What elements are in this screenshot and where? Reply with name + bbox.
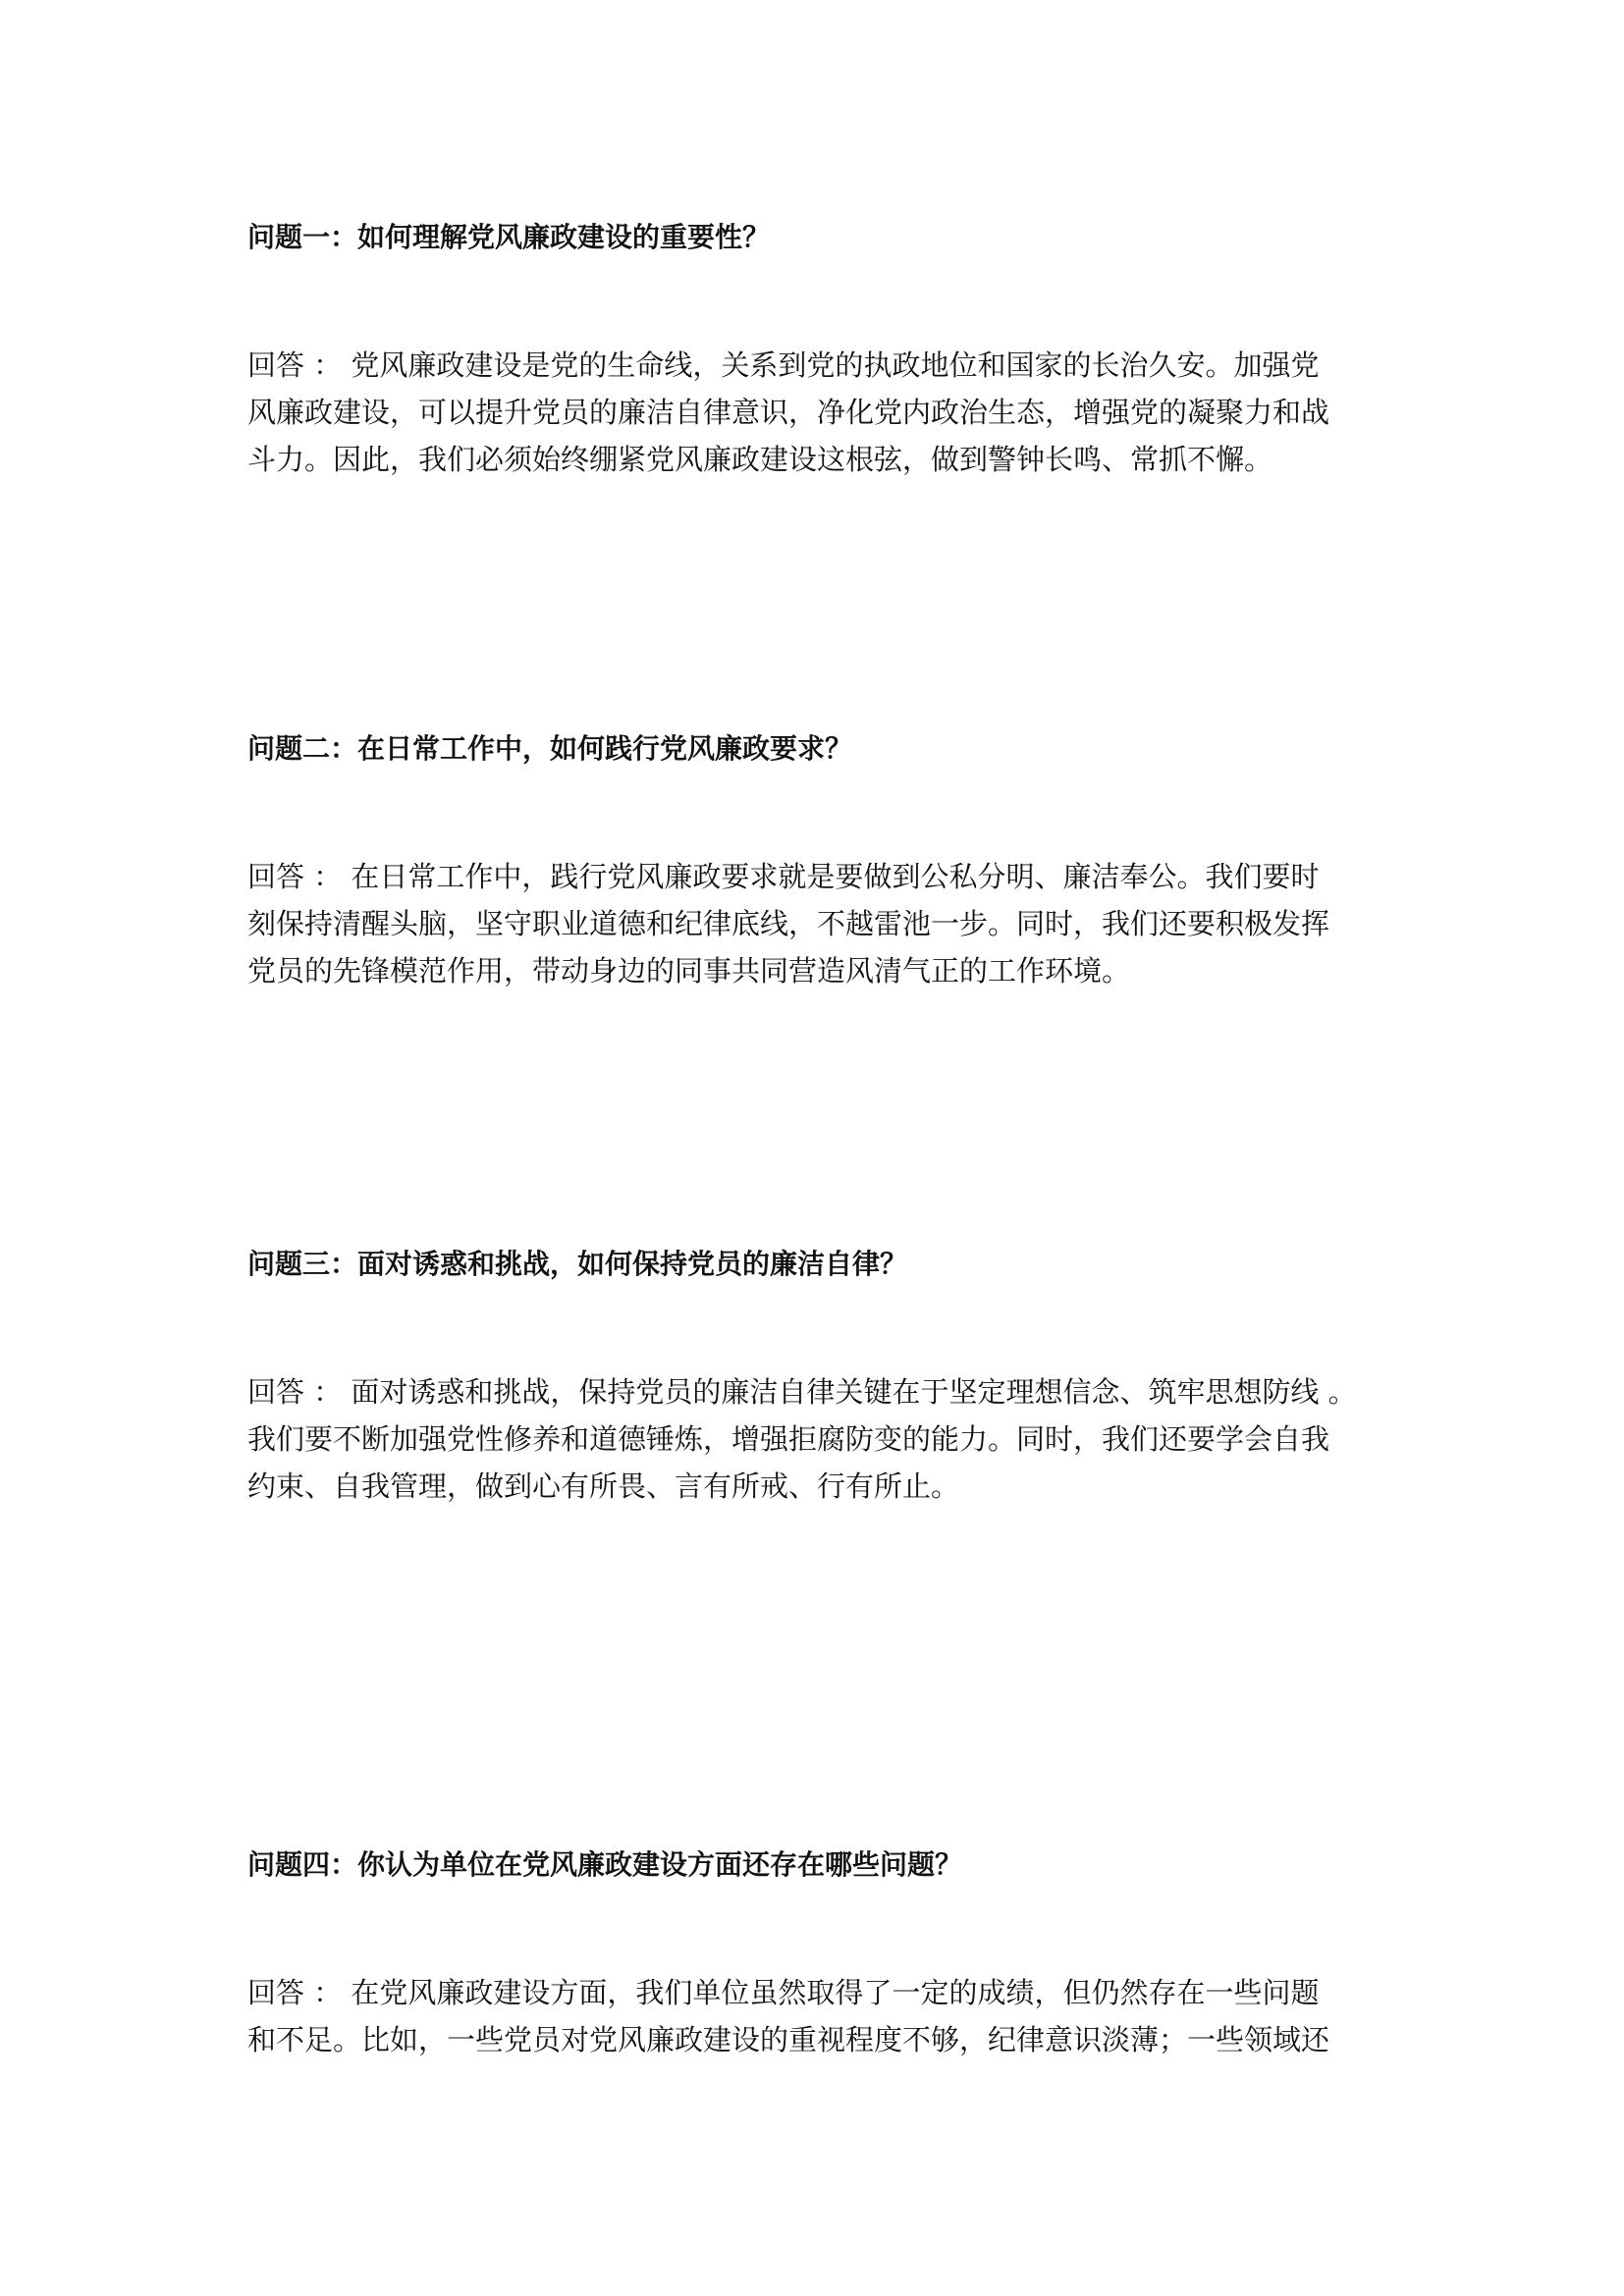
answer-line: 约束、自我管理，做到心有所畏、言有所戒、行有所止。 (247, 1469, 960, 1503)
question-heading: 问题四：你认为单位在党风廉政建设方面还存在哪些问题？ (247, 1848, 963, 1881)
qa-section-4 (247, 1845, 1396, 2056)
qa-section-2 (247, 729, 1396, 988)
answer-line: 回答 ： 在党风廉政建设方面，我们单位虽然取得了一定的成绩，但仍然存在一些问题 (247, 1976, 1320, 2009)
answer-line: 我们要不断加强党性修养和道德锤炼，增强拒腐防变的能力。同时，我们还要学会自我 (247, 1422, 1330, 1456)
answer-line: 刻保持清醒头脑，坚守职业道德和纪律底线，不越雷池一步。同时，我们还要积极发挥 (247, 907, 1330, 940)
question-heading: 问题三：面对诱惑和挑战，如何保持党员的廉洁自律？ (247, 1248, 908, 1280)
answer-line: 回答 ： 党风廉政建设是党的生命线，关系到党的执政地位和国家的长治久安。加强党 (247, 348, 1320, 382)
qa-section-3 (247, 1245, 1396, 1503)
qa-section-1 (247, 218, 1396, 476)
answer-line: 斗力。因此，我们必须始终绷紧党风廉政建设这根弦，做到警钟长鸣、常抓不懈。 (247, 443, 1273, 476)
answer-line: 回答 ： 在日常工作中，践行党风廉政要求就是要做到公私分明、廉洁奉公。我们要时 (247, 860, 1320, 893)
answer-line: 党员的先锋模范作用，带动身边的同事共同营造风清气正的工作环境。 (247, 954, 1131, 988)
question-heading: 问题一：如何理解党风廉政建设的重要性？ (247, 221, 771, 253)
answer-paragraph (247, 1368, 1396, 1510)
answer-line: 回答 ： 面对诱惑和挑战，保持党员的廉洁自律关键在于坚定理想信念、筑牢思想防线 。 (247, 1375, 1357, 1409)
answer-line: 风廉政建设，可以提升党员的廉洁自律意识，净化党内政治生态，增强党的凝聚力和战 (247, 396, 1330, 429)
answer-line: 和不足。比如，一些党员对党风廉政建设的重视程度不够，纪律意识淡薄；一些领域还 (247, 2023, 1330, 2056)
answer-paragraph (247, 1969, 1396, 2063)
answer-paragraph (247, 853, 1396, 994)
answer-paragraph (247, 342, 1396, 483)
question-heading: 问题二：在日常工作中，如何践行党风廉政要求？ (247, 732, 853, 765)
